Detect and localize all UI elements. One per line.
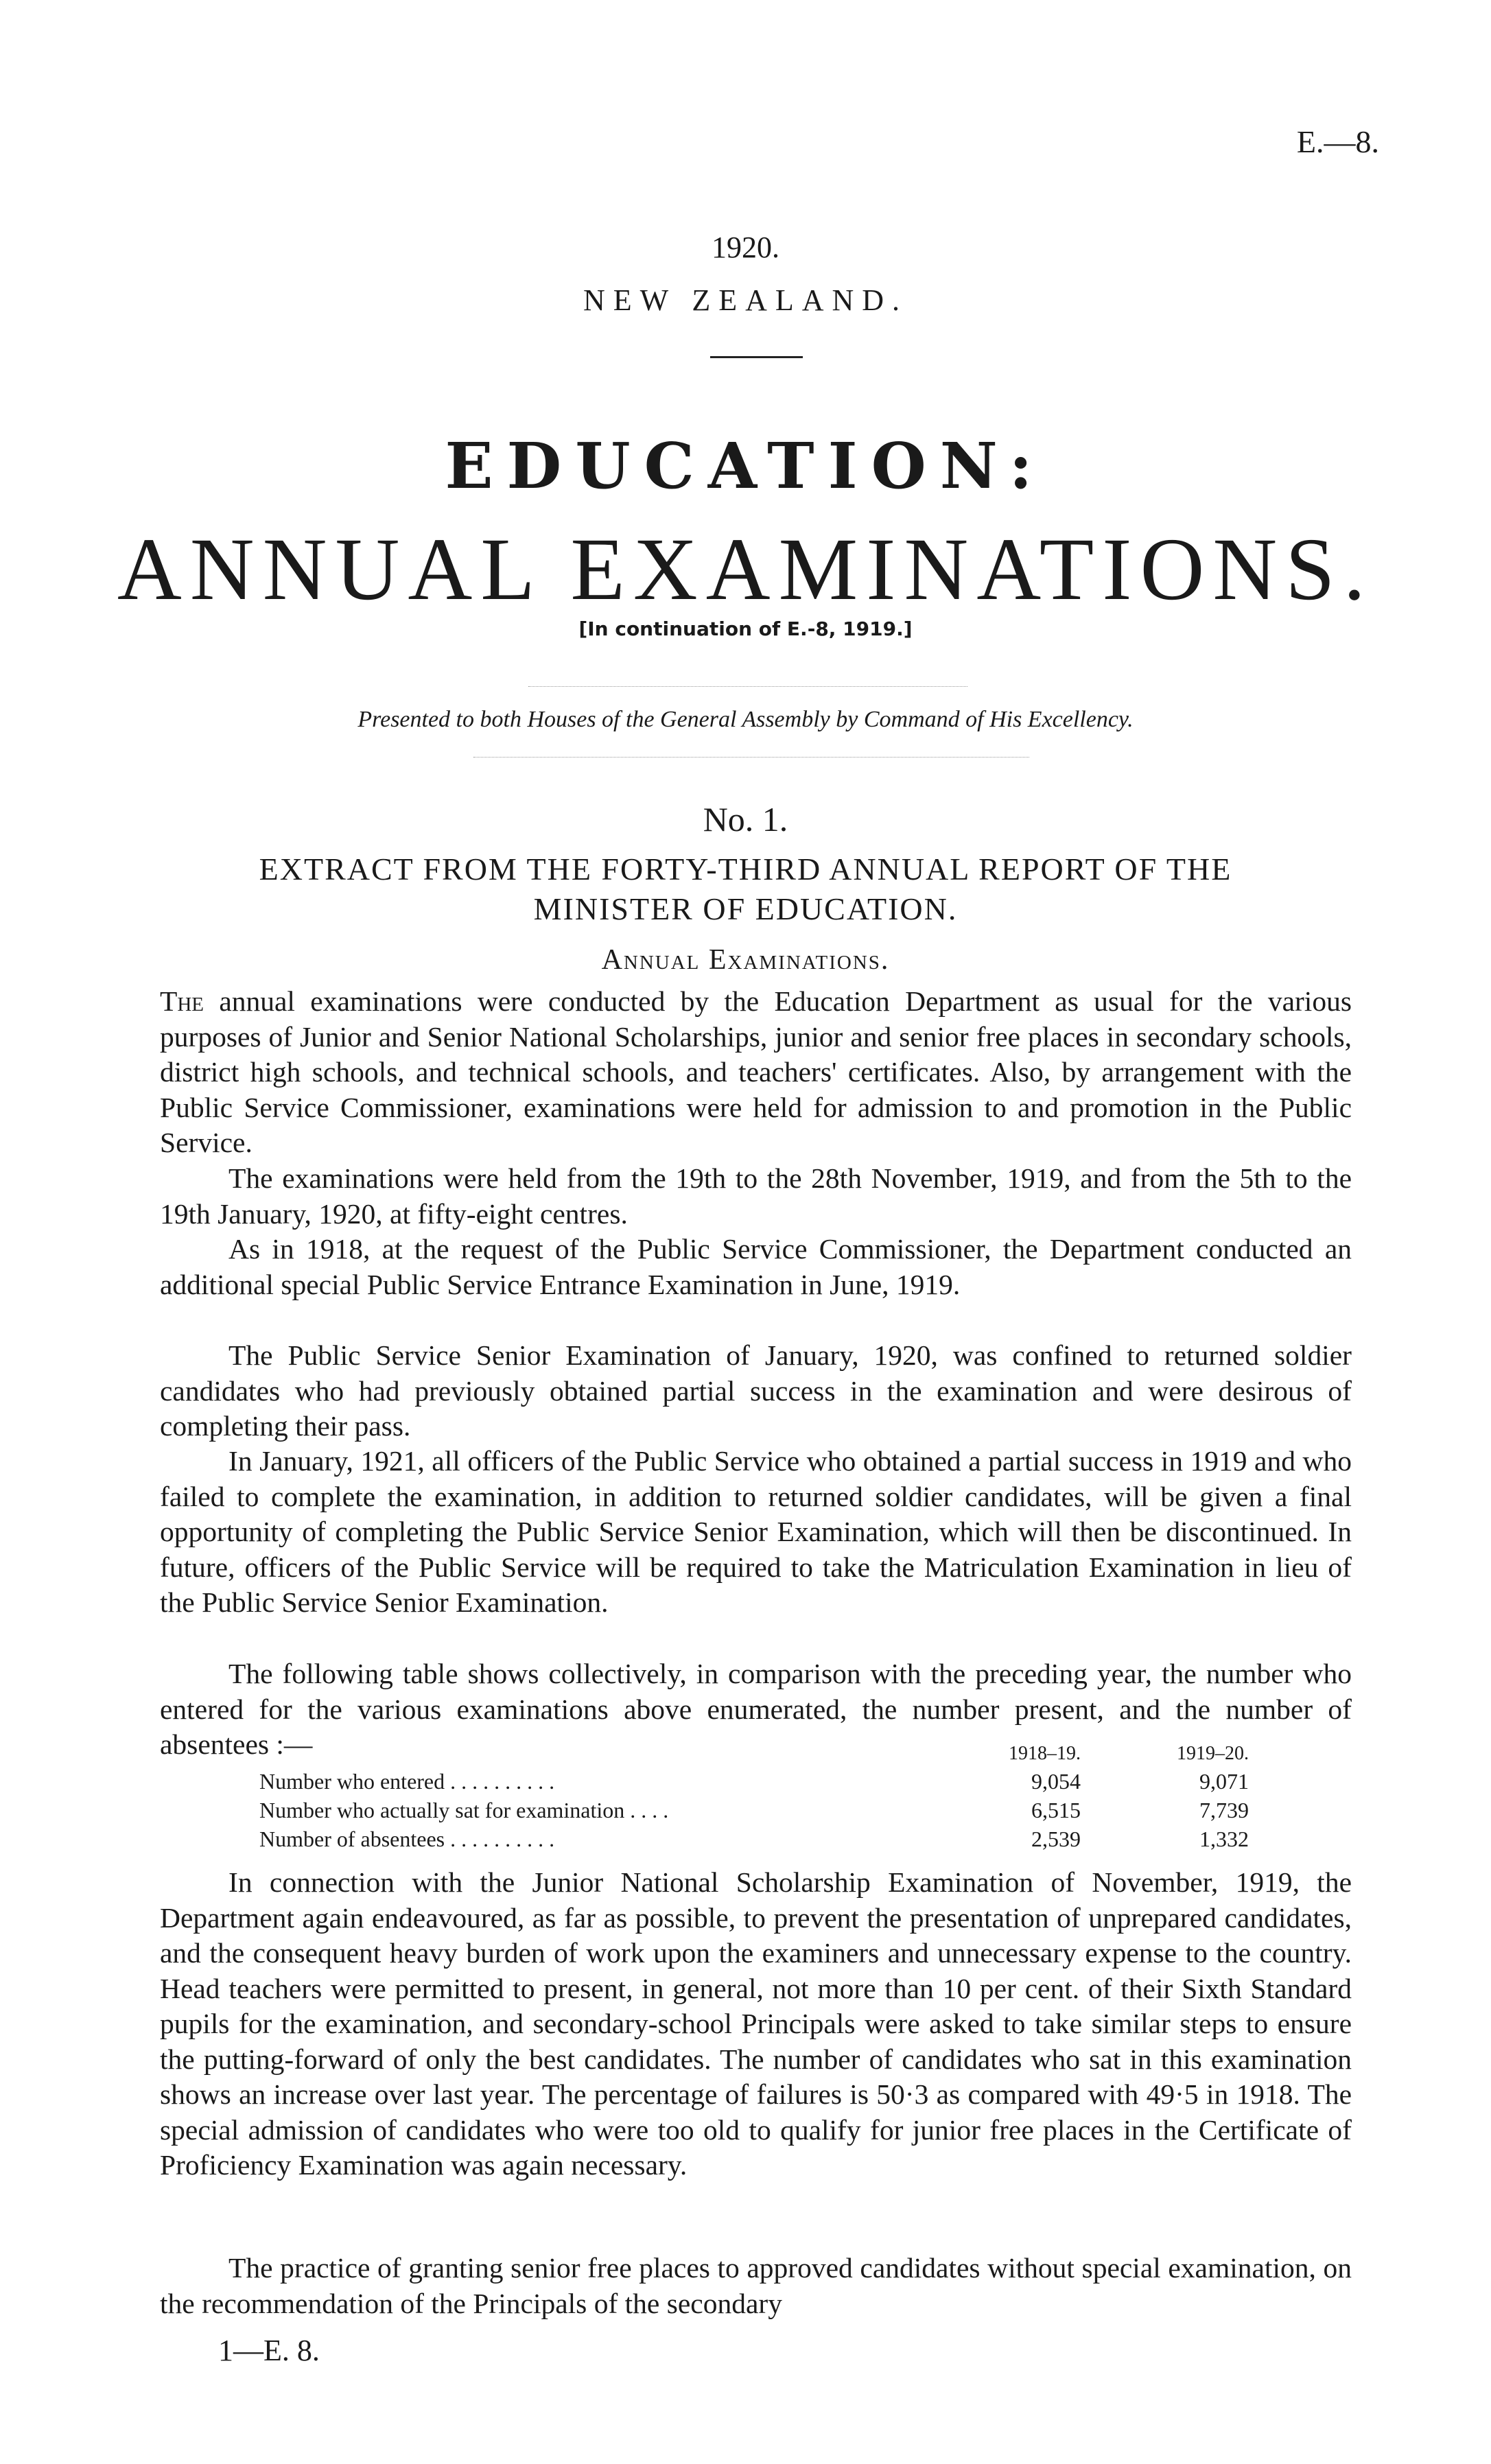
table-column-header: 1919–20. <box>1177 1743 1249 1764</box>
paragraph-3: As in 1918, at the request of the Public Service Commissioner, the Department conducted an additional special Public Service Entrance Examination in June, 1919. <box>160 1233 1352 1300</box>
document-title: EDUCATION: <box>445 429 1046 503</box>
paragraph-2: The examinations were held from the 19th to the 28th November, 1919, and from the 5th to the 19th January, 1920, at fifty-eight centres. <box>160 1162 1352 1230</box>
table-cell: 6,515 <box>1031 1798 1081 1822</box>
table-row-label: Number of absentees . . . . . . . . . . <box>259 1827 555 1851</box>
document-subtitle: ANNUAL EXAMINATIONS. <box>117 520 1374 619</box>
paragraph-4: The Public Service Senior Examination of January, 1920, was confined to returned soldier candidates who had previously obtained partial success in the examination and were desirous of completing their pass. <box>160 1339 1352 1442</box>
table-cell: 2,539 <box>1031 1827 1081 1851</box>
report-number: No. 1. <box>703 800 788 838</box>
table-row <box>0 1798 1491 1825</box>
table-row-label: Number who actually sat for examination . . . . <box>259 1798 669 1822</box>
paragraph-1-text: annual examinations were conducted by the Education Department as usual for the various purposes of Junior and Senior National Scholarships, junior and senior free places in secondary schools, district high schools, and technical schools, and teachers' certificates. Also, by arrangement with the Public Service Commissioner, examinations were held for admission to and promotion in the Public Service. <box>160 985 1352 1158</box>
header-rule <box>710 356 803 358</box>
table-column-header: 1918–19. <box>1009 1743 1081 1764</box>
document-year: 1920. <box>712 231 779 264</box>
dotted-rule-bottom <box>473 757 1029 758</box>
paragraph-1-lead: The <box>160 985 204 1017</box>
table-cell: 9,071 <box>1199 1769 1249 1794</box>
paragraph-1 <box>160 984 1352 1161</box>
report-heading-line-2: MINISTER OF EDUCATION. <box>533 891 958 926</box>
table-row <box>0 1827 1491 1854</box>
footer-reference: 1—E. 8. <box>218 2334 320 2367</box>
paragraph-6: The following table shows collectively, in comparison with the preceding year, the number who entered for the various examinations above enumerated, the number present, and the number of absentees :— <box>160 1658 1352 1760</box>
table-cell: 7,739 <box>1199 1798 1249 1822</box>
table-cell: 1,332 <box>1199 1827 1249 1851</box>
paragraph-5: In January, 1921, all officers of the Public Service who obtained a partial success in 1919 and who failed to complete the examination, in addition to returned soldier candidates, will be given a final opportunity of completing the Public Service Senior Examination, which will then be discontinued. In future, officers of the Public Service will be required to take the Matriculation Examination in lieu of the Public Service Senior Examination. <box>160 1445 1352 1618</box>
table-cell: 9,054 <box>1031 1769 1081 1794</box>
paragraph-8: The practice of granting senior free places to approved candidates without special examination, on the recommendation of the Principals of the secondary <box>160 2252 1352 2319</box>
report-heading-line-1: EXTRACT FROM THE FORTY-THIRD ANNUAL REPORT OF THE <box>259 852 1232 887</box>
table-row-label: Number who entered . . . . . . . . . . <box>259 1769 555 1794</box>
continuation-note: [In continuation of E.-8, 1919.] <box>578 618 913 640</box>
country-name: NEW ZEALAND. <box>583 283 908 317</box>
table-row <box>0 1769 1491 1796</box>
dotted-rule-top <box>528 686 967 687</box>
page-reference: E.—8. <box>1296 124 1379 159</box>
paragraph-7: In connection with the Junior National Scholarship Examination of November, 1919, the Department again endeavoured, as far as possible, to prevent the presentation of unprepared candidates, and the consequent heavy burden of work upon the examiners and unnecessary expense to the country. Head teachers were permitted to present, in general, not more than 10 per cent. of their Sixth Standard pupils for the examination, and secondary-school Principals were asked to take similar steps to ensure the putting-forward of only the best candidates. The number of candidates who sat in this examination shows an increase over last year. The percentage of failures is 50·3 as compared with 49·5 in 1918. The special admission of candidates who were too old to qualify for junior free places in the Certificate of Proficiency Examination was again necessary. <box>160 1866 1352 2181</box>
section-heading: Annual Examinations. <box>601 944 890 976</box>
presented-note: Presented to both Houses of the General Assembly by Command of His Excellency. <box>357 707 1134 732</box>
